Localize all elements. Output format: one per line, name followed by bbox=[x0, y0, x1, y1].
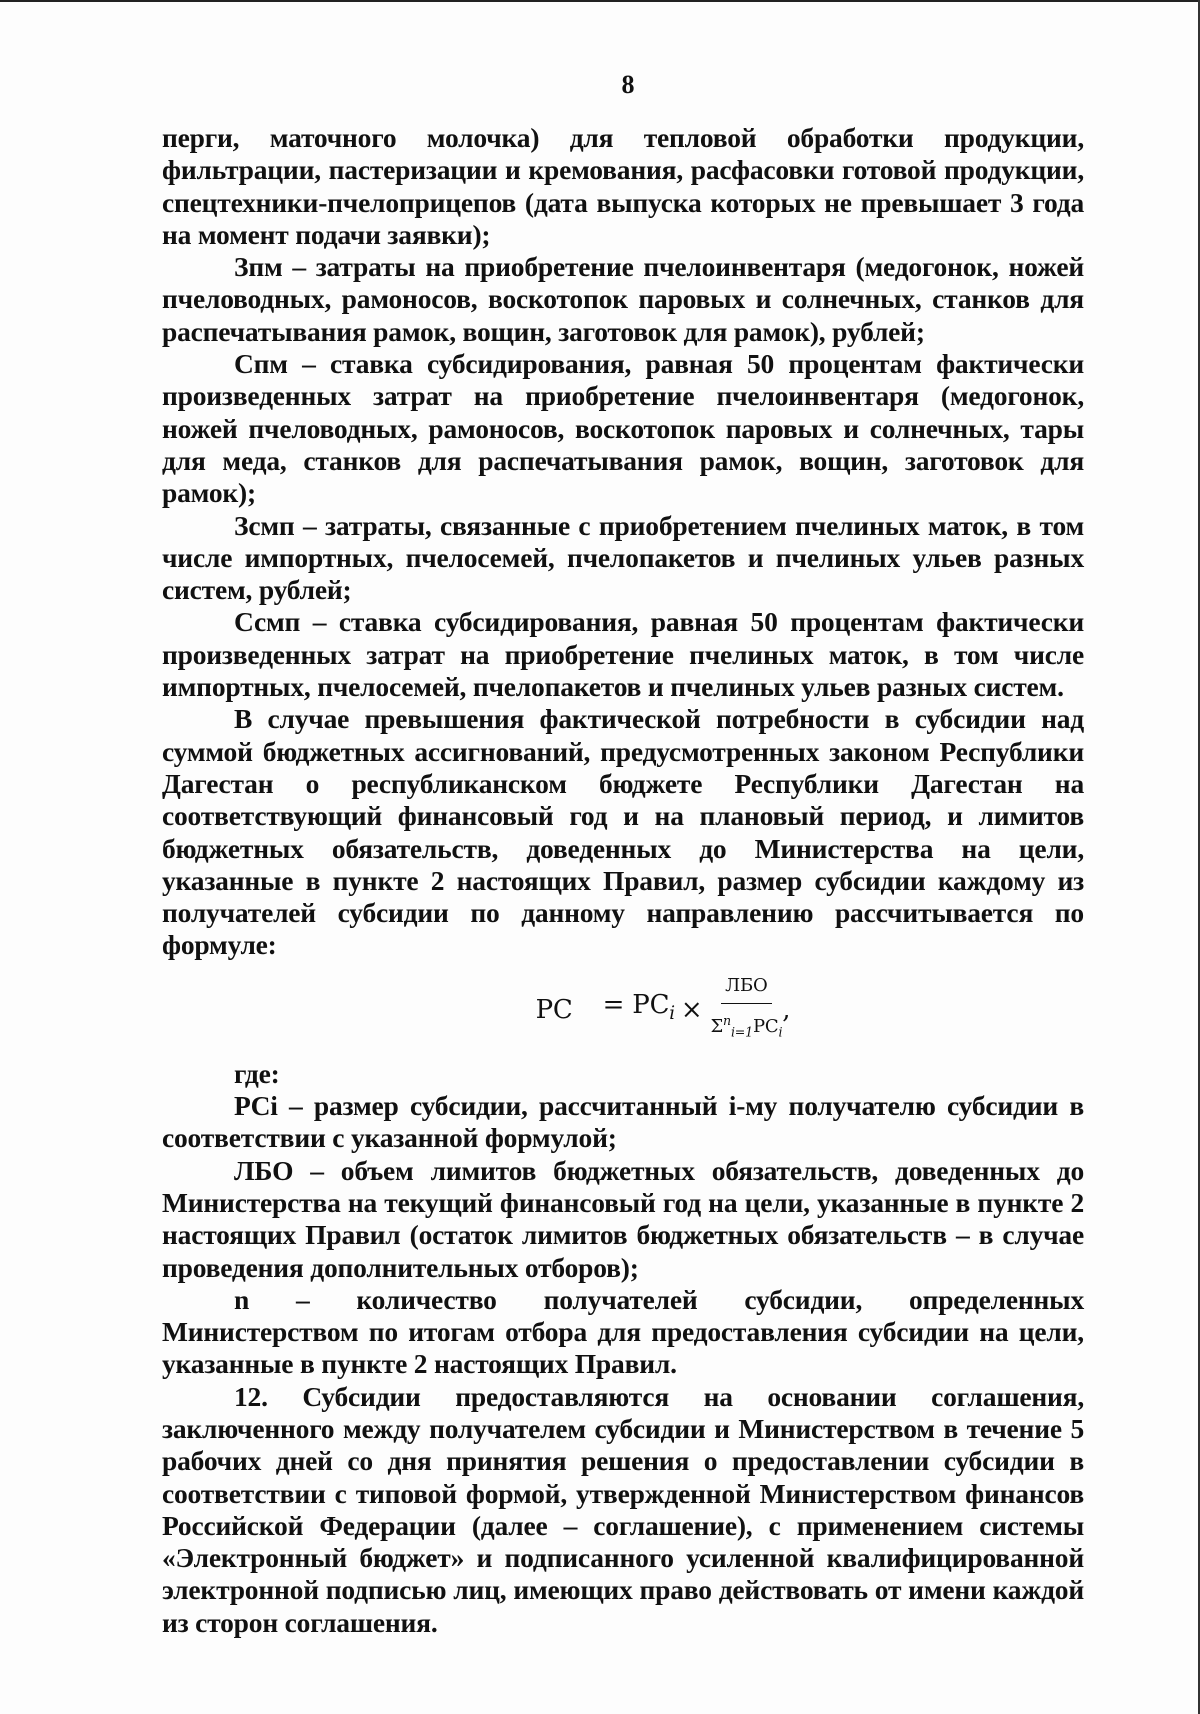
formula-denominator: $\Sigma^n_{i=1}PC_i$ bbox=[710, 1013, 783, 1041]
paragraph-n: n – количество получателей субсидии, определенных Министерством по итогам отбора для предоставления субсидии на цели, указанные в пункте 2 настоящих Правил. bbox=[162, 1283, 1084, 1380]
scan-edge-top bbox=[0, 0, 1200, 2]
paragraph-ssmp: Ссмп – ставка субсидирования, равная 50 процентам фактически произведенных затрат на приобретение пчелиных маток, в том числе импортных, пчелосемей, пчелопакетов и пчелиных ульев разных систем. bbox=[162, 606, 1084, 703]
paragraph-zsmp: Зсмп – затраты, связанные с приобретением пчелиных маток, в том числе импортных, пчелосемей, пчелопакетов и пчелиных ульев разных систем, рублей; bbox=[162, 509, 1084, 606]
formula-rhs-term: = $PC_i$ bbox=[602, 989, 675, 1025]
formula-times: × bbox=[680, 994, 703, 1025]
formula-lhs: PC bbox=[535, 994, 573, 1025]
page-number: 8 bbox=[621, 70, 635, 99]
paragraph-excess-demand: В случае превышения фактической потребности в субсидии над суммой бюджетных ассигнований, предусмотренных законом Республики Дагестан о республиканском бюджете Республики Дагестан на соответствующий финансовый год и на плановый период, и лимитов бюджетных обязательств, доведенных до Министерства на цели, указанные в пункте 2 настоящих Правил, размер субсидии каждому из получателей субсидии по данному направлению рассчитывается по формуле: bbox=[162, 703, 1084, 961]
paragraph-zpm: Зпм – затраты на приобретение пчелоинвентаря (медогонок, ножей пчеловодных, рамоносов, воскотопок паровых и солнечных, станков для распечатывания рамок, вощин, заготовок для рамок), рублей; bbox=[162, 251, 1084, 347]
paragraph-continuation: перги, маточного молочка) для тепловой обработки продукции, фильтрации, пастеризации и кремования, расфасовки готовой продукции, спецтехники-пчелоприцепов (дата выпуска которых не превышает 3 года на момент подачи заявки); bbox=[162, 122, 1084, 250]
where-label: где: bbox=[234, 1057, 280, 1089]
subsidy-formula bbox=[162, 962, 1084, 1058]
paragraph-lbo: ЛБО – объем лимитов бюджетных обязательств, доведенных до Министерства на текущий финансовый год на цели, указанные в пункте 2 настоящих Правил (остаток лимитов бюджетных обязательств – в случае проведения дополнительных отборов); bbox=[162, 1154, 1084, 1283]
paragraph-12: 12. Субсидии предоставляются на основании соглашения, заключенного между получателем субсидии и Министерством в течение 5 рабочих дней со дня принятия решения о предоставлении субсидии в соответствии с типовой формой, утвержденной Министерством финансов Российской Федерации (далее – соглашение), с применением системы «Электронный бюджет» и подписанного усиленной квалифицированной электронной подписью лиц, имеющих право действовать от имени каждой из сторон соглашения. bbox=[162, 1380, 1084, 1638]
formula-comma: , bbox=[782, 994, 791, 1025]
paragraph-spm: Спм – ставка субсидирования, равная 50 процентам фактически произведенных затрат на приобретение пчелоинвентаря (медогонок, ножей пчеловодных, рамоносов, воскотопок паровых и солнечных, тары для меда, станков для распечатывания рамок, вощин, заготовок для рамок); bbox=[162, 348, 1084, 509]
paragraph-pci: PCi – размер субсидии, рассчитанный i-му получателю субсидии в соответствии с указанной формулой; bbox=[162, 1090, 1084, 1154]
formula-fraction bbox=[711, 970, 783, 1049]
formula-numerator: ЛБО bbox=[721, 970, 771, 1004]
document-body bbox=[162, 122, 1084, 1639]
